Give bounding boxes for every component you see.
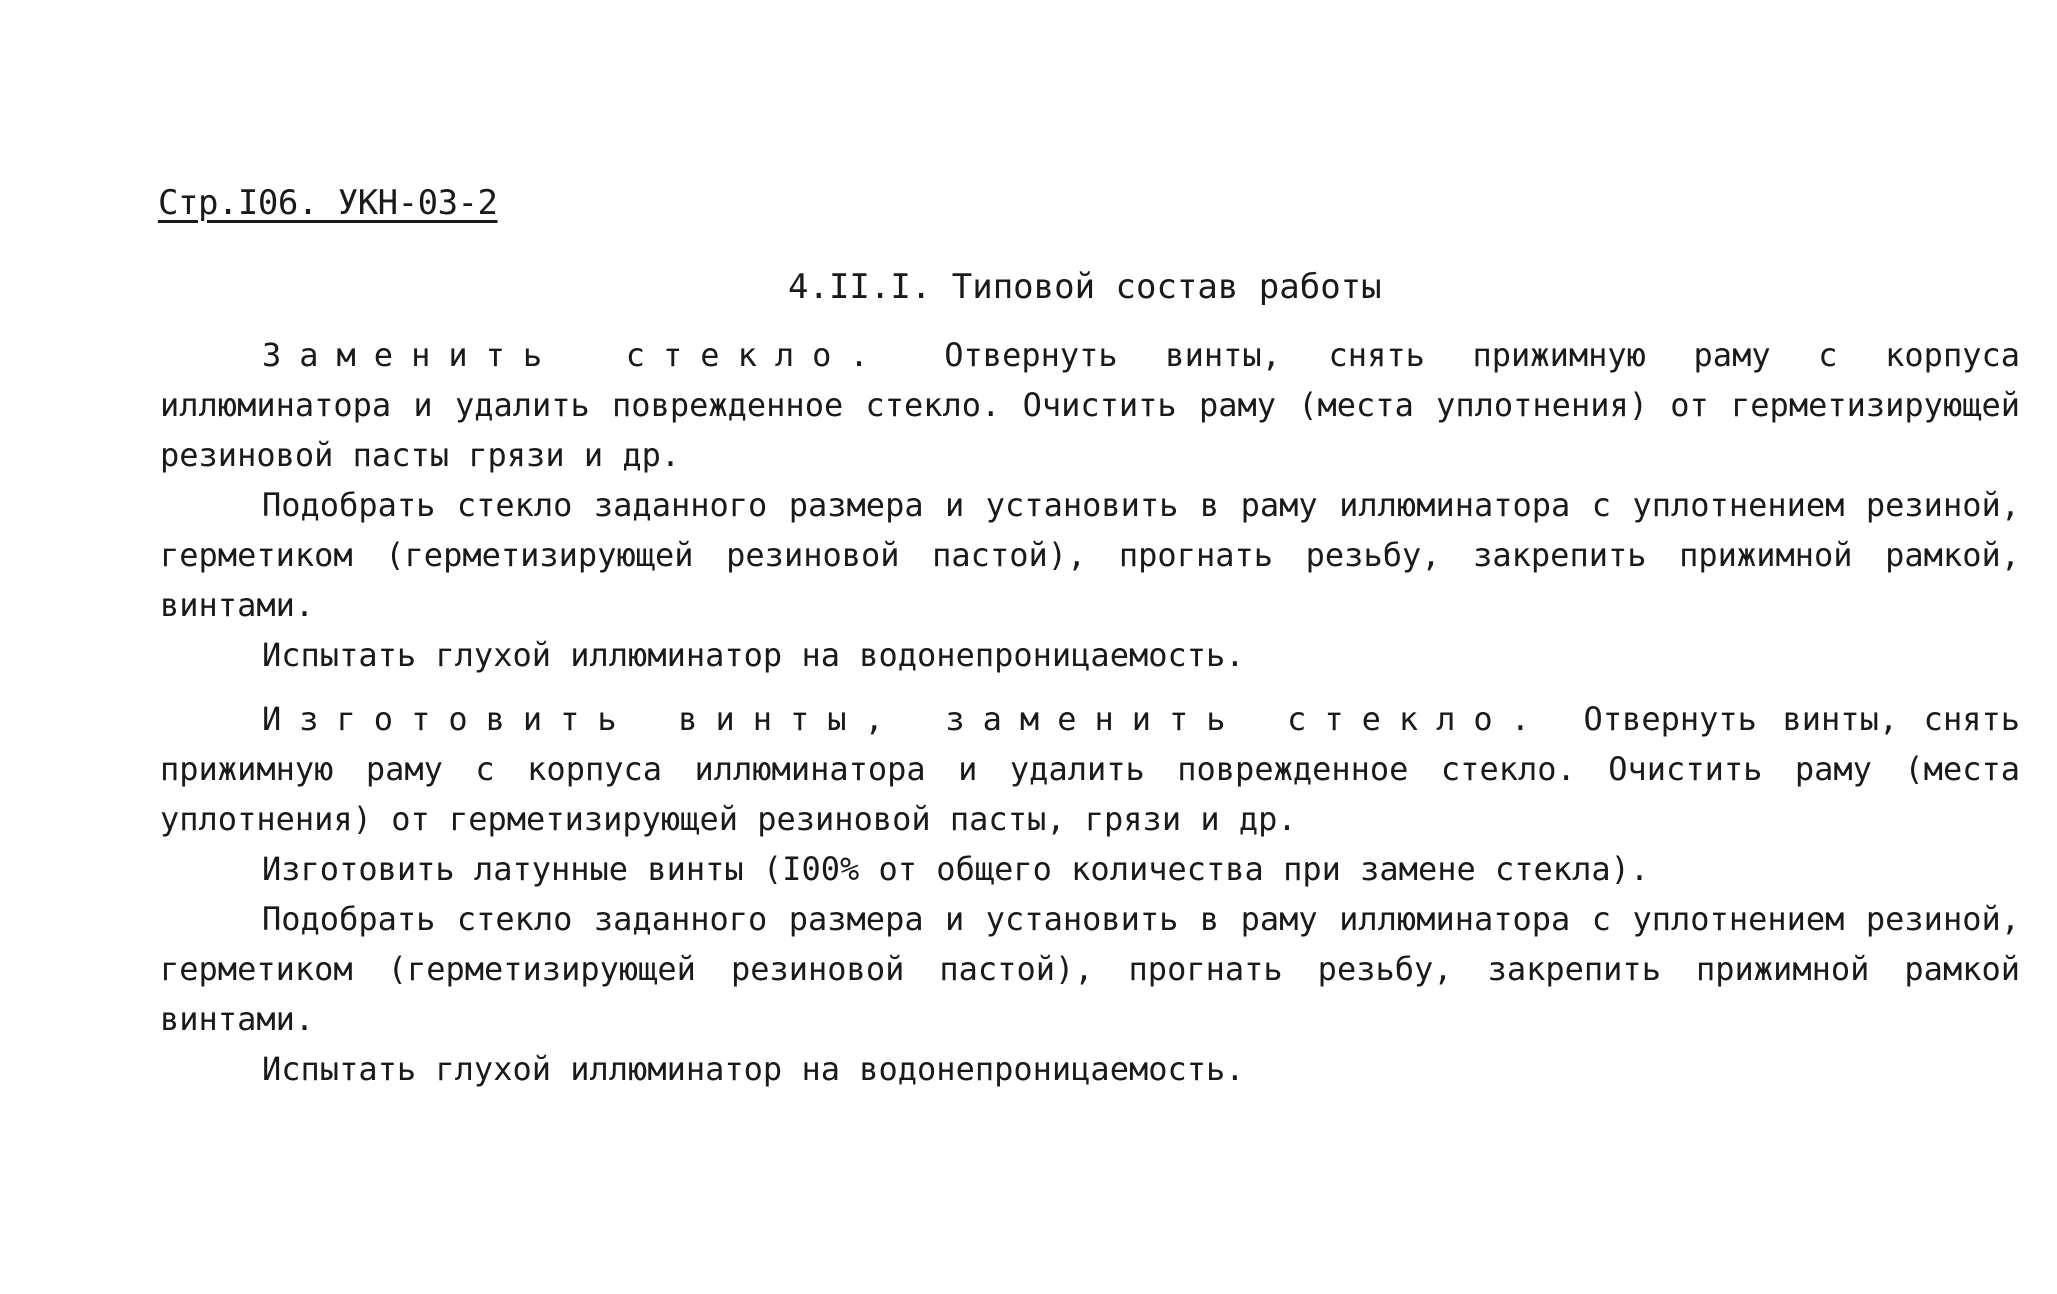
page-header: Стр.I06. УКН-03-2 [158,183,498,223]
paragraph-make-screws-intro [160,694,2020,844]
emphasized-lead: Изготовить винты, заменить стекло. [262,700,1548,738]
emphasized-lead: Заменить стекло. [262,336,887,374]
paragraph-replace-glass-intro [160,330,2020,480]
paragraph-text: Отвернуть винты, снять прижимную раму с корпуса иллюминатора и удалить поврежденное стекло. Очистить раму (места уплотнения) от герметизирующей резиновой пасты, грязи и др. [160,700,2021,838]
paragraph-brass-screws: Изготовить латунные винты (I00% от общего количества при замене стекла). [262,850,1650,888]
paragraph-text: Отвернуть винты, снять прижимную раму с корпуса иллюминатора и удалить поврежденное стекло. Очистить раму (места уплотнения) от герметизирующей резиновой пасты грязи и др. [160,336,2020,474]
paragraph-test: Испытать глухой иллюминатор на водонепроницаемость. [262,1050,1245,1088]
section-title: 4.II.I. Типовой состав работы [788,267,1382,307]
paragraph-fit-glass: Подобрать стекло заданного размера и установить в раму иллюминатора с уплотнением резиной, герметиком (герметизирующей резиновой пастой), прогнать резьбу, закрепить прижимной рамкой, винтами. [160,486,2020,624]
document-body [160,330,2020,1094]
paragraph-test: Испытать глухой иллюминатор на водонепроницаемость. [262,636,1245,674]
paragraph-fit-glass: Подобрать стекло заданного размера и установить в раму иллюминатора с уплотнением резиной, герметиком (герметизирующей резиновой пастой), прогнать резьбу, закрепить прижимной рамкой винтами. [160,900,2020,1038]
